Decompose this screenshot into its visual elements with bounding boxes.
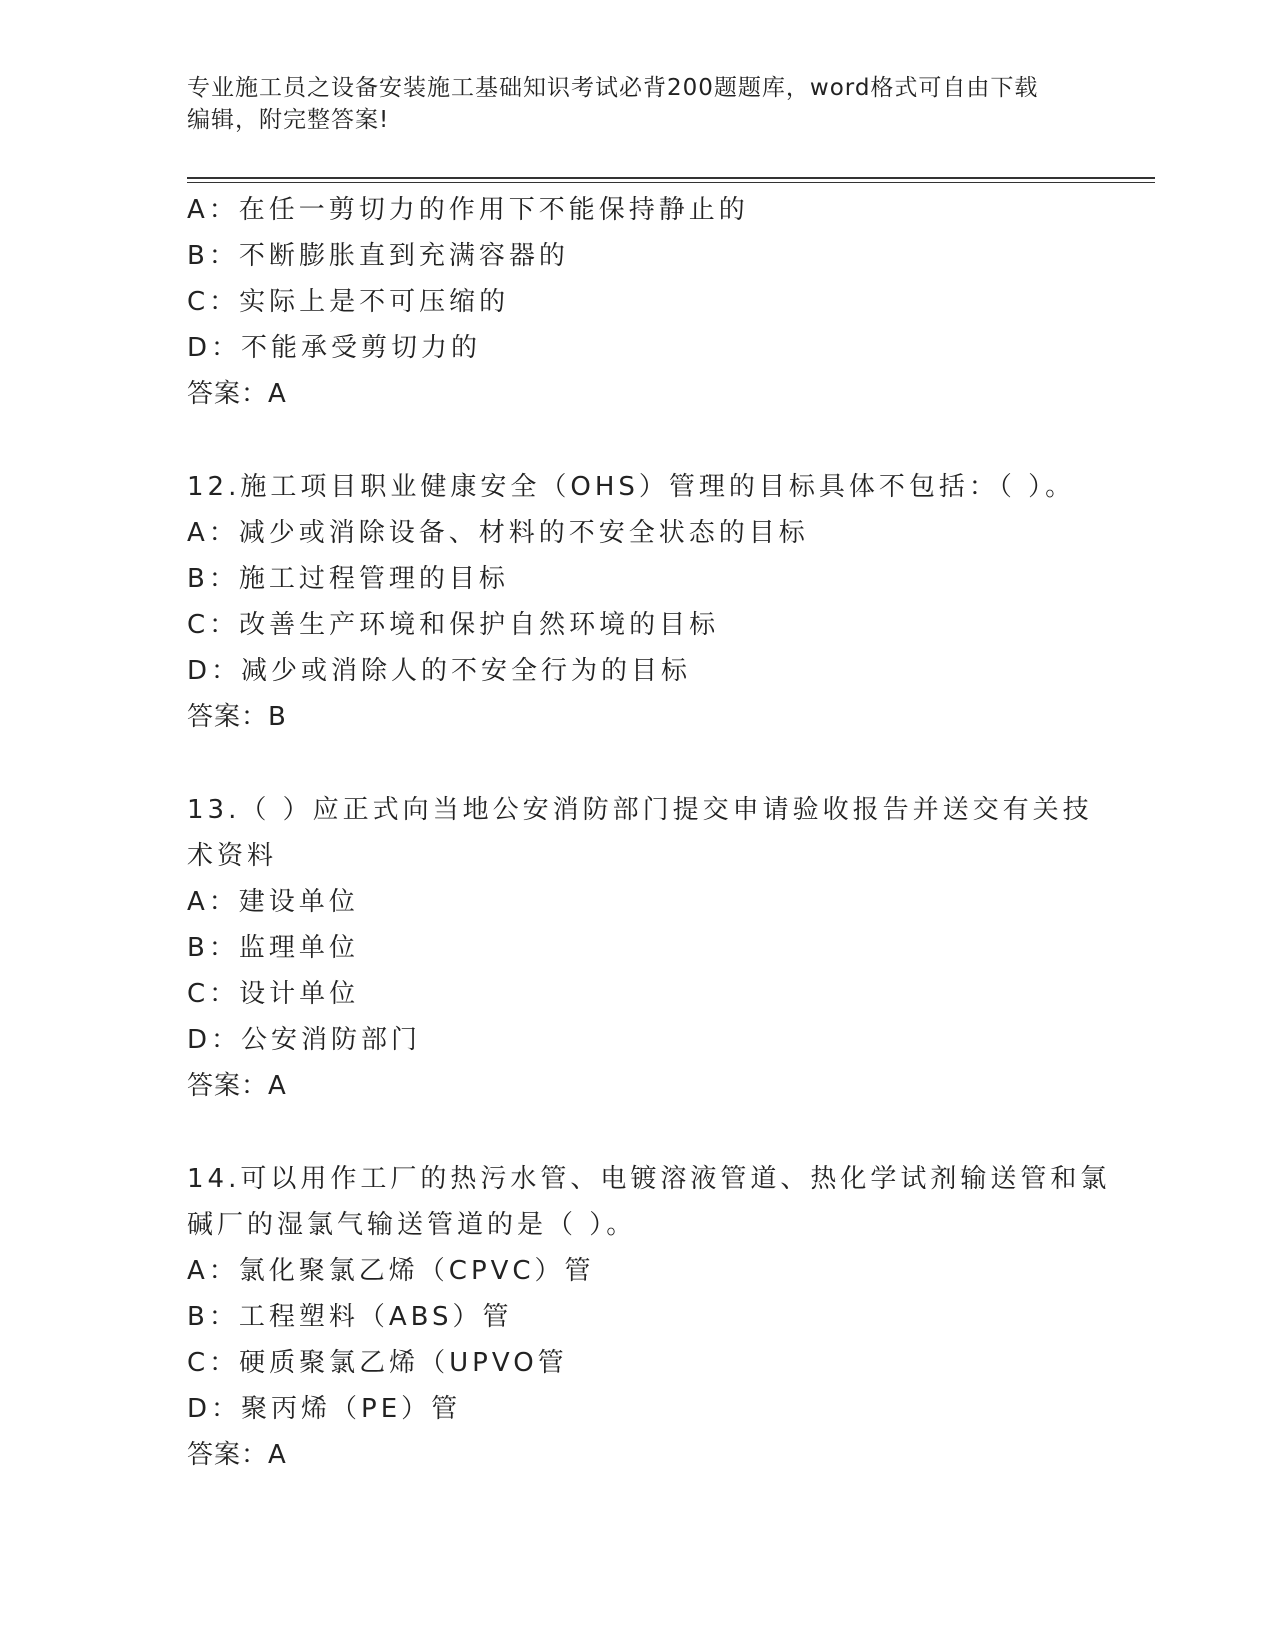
document-header (187, 72, 1067, 136)
answer-line: 答案：A (187, 1071, 287, 1101)
option-b: B：监理单位 (187, 933, 359, 963)
question-block-12 (187, 464, 1107, 740)
option-d: D：不能承受剪切力的 (187, 333, 482, 363)
option-b: B：施工过程管理的目标 (187, 564, 509, 594)
option-d: D：聚丙烯（PE）管 (187, 1394, 462, 1424)
question-list (187, 187, 1111, 1478)
option-c: C：硬质聚氯乙烯（UPVO管 (187, 1348, 568, 1378)
question-text-line-2: 碱厂的湿氯气输送管道的是（ ）。 (187, 1210, 637, 1240)
answer-line: 答案：B (187, 702, 287, 732)
answer-line: 答案：A (187, 1440, 287, 1470)
question-block-13 (187, 787, 1107, 1109)
header-divider-thick (187, 177, 1155, 179)
option-c: C：实际上是不可压缩的 (187, 287, 510, 317)
option-a: A：减少或消除设备、材料的不安全状态的目标 (187, 518, 809, 548)
question-text-line-1: 13.（ ）应正式向当地公安消防部门提交申请验收报告并送交有关技 (187, 795, 1093, 825)
answer-line: 答案：A (187, 379, 287, 409)
option-c: C：改善生产环境和保护自然环境的目标 (187, 610, 720, 640)
option-b: B：工程塑料（ABS）管 (187, 1302, 513, 1332)
option-d: D：减少或消除人的不安全行为的目标 (187, 656, 692, 686)
header-divider-thin (187, 182, 1155, 183)
option-d: D：公安消防部门 (187, 1025, 422, 1055)
header-title-line-1: 专业施工员之设备安装施工基础知识考试必背200题题库，word格式可自由下载 (187, 75, 1039, 101)
question-text-line-1: 14.可以用作工厂的热污水管、电镀溶液管道、热化学试剂输送管和氯 (187, 1164, 1111, 1194)
question-block-14 (187, 1156, 1111, 1478)
option-a: A：在任一剪切力的作用下不能保持静止的 (187, 195, 749, 225)
option-a: A：氯化聚氯乙烯（CPVC）管 (187, 1256, 595, 1286)
option-c: C：设计单位 (187, 979, 360, 1009)
question-text: 12.施工项目职业健康安全（OHS）管理的目标具体不包括：（ ）。 (187, 472, 1076, 502)
question-text-line-2: 术资料 (187, 841, 278, 871)
option-b: B：不断膨胀直到充满容器的 (187, 241, 569, 271)
question-block-11 (187, 187, 1107, 417)
option-a: A：建设单位 (187, 887, 359, 917)
header-title-line-2: 编辑，附完整答案! (187, 107, 390, 133)
